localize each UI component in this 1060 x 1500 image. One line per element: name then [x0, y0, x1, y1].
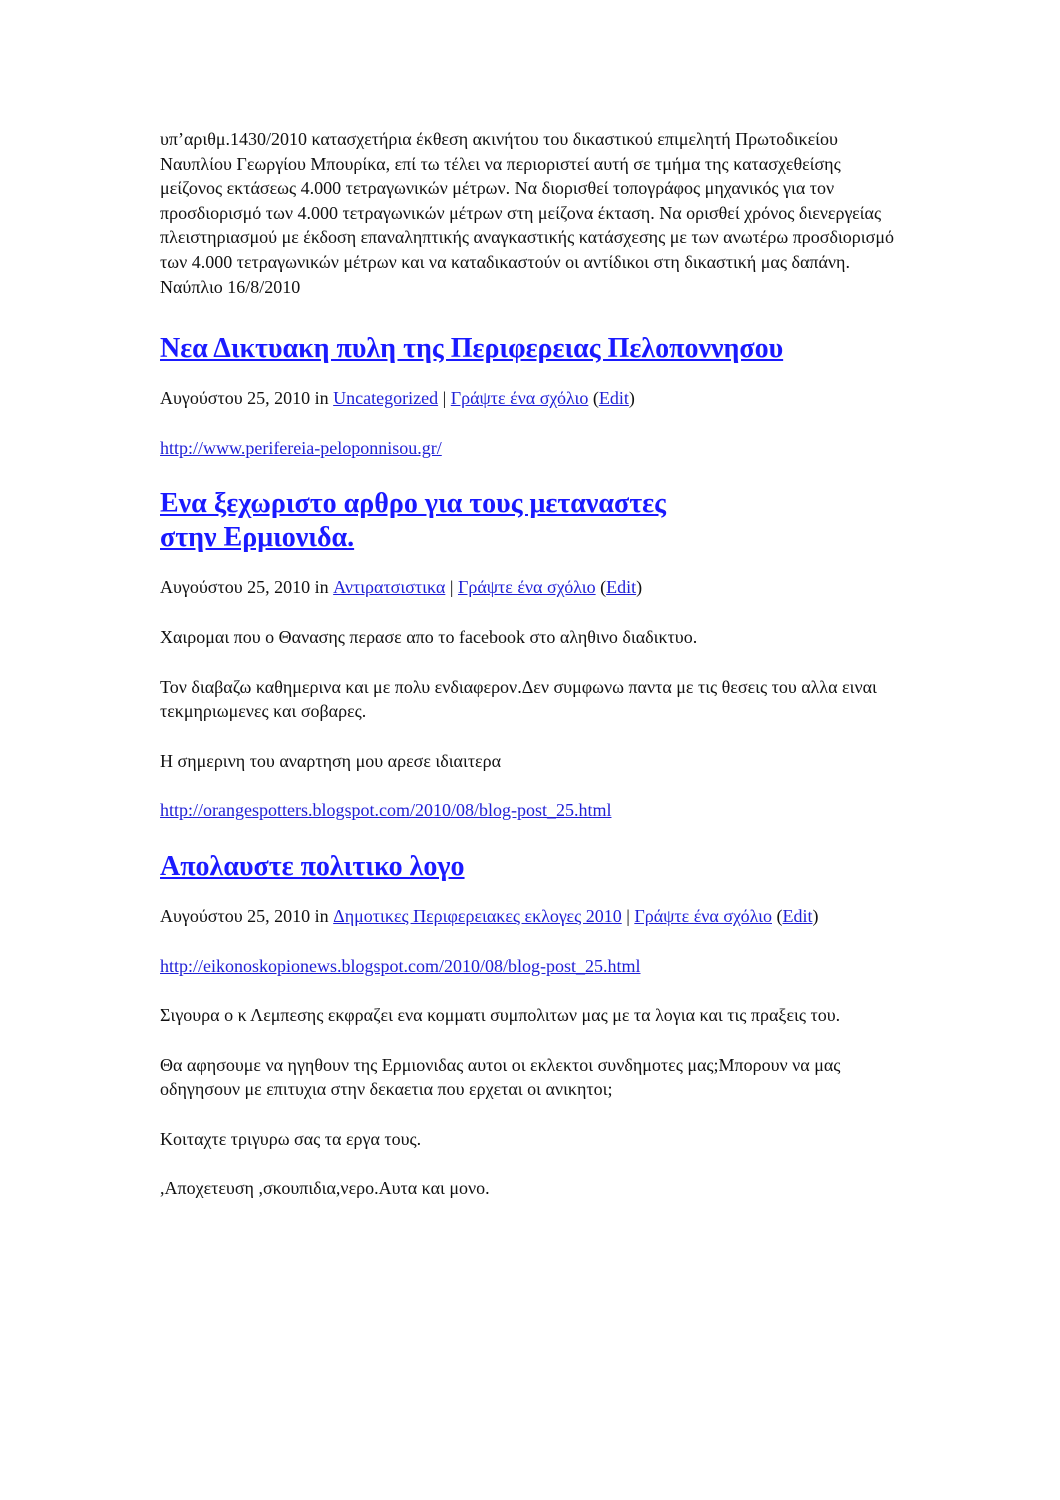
post-url-link-2[interactable]: http://orangespotters.blogspot.com/2010/08/blog-post_25.html [160, 800, 612, 821]
post-title-link-3[interactable]: Απολαυστε πολιτικο λογο [160, 850, 465, 882]
comment-link-1[interactable]: Γράψτε ένα σχόλιο [450, 388, 589, 409]
post-meta-2: Αυγούστου 25, 2010 in Αντιρατσιστικα | Γράψτε ένα σχόλιο (Edit) [160, 577, 643, 598]
comment-link-3[interactable]: Γράψτε ένα σχόλιο [634, 905, 772, 926]
post-title-link-1[interactable]: Νεα Δικτυακη πυλη της Περιφερειας Πελοποννησου [160, 333, 784, 365]
category-link-1[interactable]: Uncategorized [333, 388, 439, 409]
post-meta-1: Αυγούστου 25, 2010 in Uncategorized | Γράψτε ένα σχόλιο (Edit) [160, 388, 635, 409]
post-3-paragraph-1: Σιγουρα ο κ Λεμπεσης εκφραζει ενα κομματι συμπολιτων μας με τα λογια και τις πραξεις του. [160, 1005, 841, 1026]
place-date: Ναύπλιο 16/8/2010 [160, 276, 301, 297]
post-url-link-3[interactable]: http://eikonoskopionews.blogspot.com/2010/08/blog-post_25.html [160, 955, 641, 976]
post-2-paragraph-3: Η σημερινη του αναρτηση μου αρεσε ιδιαιτερα [160, 750, 502, 771]
edit-link-2[interactable]: Edit [606, 577, 637, 598]
category-link-3[interactable]: Δημοτικες Περιφερειακες εκλογες 2010 [333, 905, 622, 926]
post-meta-3: Αυγούστου 25, 2010 in Δημοτικες Περιφερειακες εκλογες 2010 | Γράψτε ένα σχόλιο (Edit) [160, 905, 819, 926]
post-3-paragraph-4: ,Αποχετευση ,σκουπιδια,νερο.Αυτα και μονο. [160, 1178, 490, 1199]
post-link-para-2 [160, 798, 900, 823]
post-date-2: Αυγούστου 25, 2010 [160, 577, 311, 598]
post-date-1: Αυγούστου 25, 2010 [160, 388, 311, 409]
post-2-paragraph-2: Τον διαβαζω καθημερινα και με πολυ ενδιαφερον.Δεν συμφωνω παντα με τις θεσεις του αλλα ειναι τεκμηριωμενες και σοβαρες. [160, 676, 877, 722]
post-url-link-1[interactable]: http://www.perifereia-peloponnisou.gr/ [160, 437, 442, 458]
comment-link-2[interactable]: Γράψτε ένα σχόλιο [457, 577, 596, 598]
post-2-paragraph-1: Χαιρομαι που ο Θανασης περασε απο το facebook στο αληθινο διαδικτυο. [160, 626, 698, 647]
post-link-para-1 [160, 436, 900, 461]
post-title-link-2[interactable]: Ενα ξεχωριστο αρθρο για τους μεταναστες στην Ερμιονιδα. [160, 488, 666, 554]
post-3-paragraph-3: Κοιταχτε τριγυρω σας τα εργα τους. [160, 1128, 422, 1149]
post-title-1 [160, 332, 900, 366]
edit-link-3[interactable]: Edit [782, 905, 813, 926]
post-3-paragraph-2: Θα αφησουμε να ηγηθουν της Ερμιονιδας αυτοι οι εκλεκτοι συνδημοτες μας;Μπορουν να μας οδηγησουν με επιτυχια στην δεκαετια που ερχεται οι ανικητοι; [160, 1054, 841, 1100]
document-page [160, 127, 900, 1201]
post-date-3: Αυγούστου 25, 2010 [160, 905, 311, 926]
post-link-para-3 [160, 954, 900, 979]
category-link-2[interactable]: Αντιρατσιστικα [333, 577, 446, 598]
post-title-2 [160, 487, 900, 555]
edit-link-1[interactable]: Edit [598, 388, 629, 409]
post-title-3 [160, 850, 900, 884]
intro-paragraph: υπ’αριθμ.1430/2010 κατασχετήρια έκθεση ακινήτου του δικαστικού επιμελητή Πρωτοδικείου Ναυπλίου Γεωργίου Μπουρίκα, επί τω τέλει να περιοριστεί αυτή σε τμήμα της κατασχεθείσης μείζονος εκτάσεως 4.000 τετραγωνικών μέτρων. Να διορισθεί τοπογράφος μηχανικός για τον προσδιορισμό των 4.000 τετραγωνικών μέτρων στη μείζονα έκταση. Να ορισθεί χρόνος διενεργείας πλειστηριασμού με έκδοση επαναληπτικής αναγκαστικής κατάσχεσης με των ανωτέρω προσδιορισμό των 4.000 τετραγωνικών μέτρων και να καταδικαστούν οι αντίδικοι στη δικαστική μας δαπάνη. [160, 129, 894, 272]
